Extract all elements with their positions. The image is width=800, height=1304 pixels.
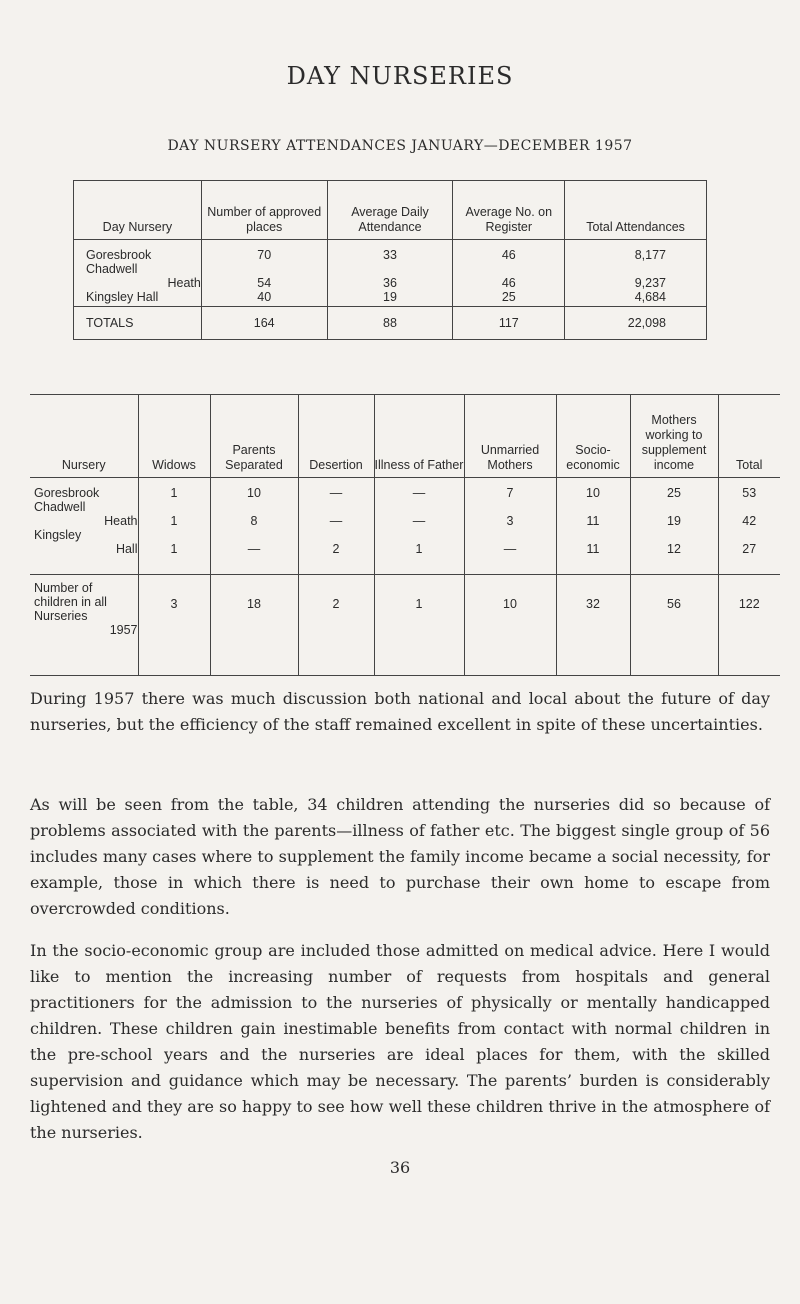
- table-cell: 1: [374, 575, 464, 676]
- desertion-values: [298, 478, 374, 575]
- table-cell: 1: [170, 542, 178, 556]
- widows-values: [138, 478, 210, 575]
- col-nursery: Nursery: [30, 395, 138, 478]
- table-cell: Goresbrook: [34, 486, 100, 500]
- table-cell: —: [329, 514, 343, 528]
- table-cell: Kingsley Hall: [86, 290, 159, 304]
- table-cell: 32: [556, 575, 630, 676]
- table-cell: 2: [298, 575, 374, 676]
- table-cell: children in all: [34, 595, 107, 609]
- col-total: Total: [718, 395, 780, 478]
- table-subtitle: DAY NURSERY ATTENDANCES JANUARY—DECEMBER 1957: [167, 138, 633, 154]
- table-cell: Number of: [34, 581, 93, 595]
- table-body-rows: [30, 478, 780, 575]
- table-cell: —: [247, 542, 261, 556]
- daily-values: [327, 240, 453, 307]
- table-cell: Heath: [167, 276, 201, 290]
- totals-row: [30, 575, 780, 676]
- paragraph-2: As will be seen from the table, 34 children attending the nurseries did so because of problems associated with the parents—illness of father etc. The biggest single group of 56 includes many cases where to supplement the family income became a social necessity, for example, those in which there is need to purchase their own home to escape from overcrowded conditions.: [30, 795, 770, 918]
- table-cell: 117: [453, 307, 565, 340]
- table-cell: —: [503, 542, 517, 556]
- table-cell: 19: [667, 514, 681, 528]
- table-cell: 12: [667, 542, 681, 556]
- table-cell: 36: [383, 276, 397, 290]
- table-cell: 10: [247, 486, 261, 500]
- table-cell: 88: [327, 307, 453, 340]
- table-cell: 1: [170, 486, 178, 500]
- reasons-table: [30, 394, 780, 676]
- col-day-nursery: Day Nursery: [74, 181, 202, 240]
- nursery-names: [74, 240, 202, 307]
- paragraph-3: In the socio-economic group are included those admitted on medical advice. Here I would like to mention the increasing number of requests from hospitals and general practitioners for the admission to the nurseries of physically or mentally handicapped children. These children gain inestimable benefits from contact with normal children in the pre-school years and the nurseries are ideal places for them, with the skilled supervision and guidance which may be necessary. The parents’ burden is considerably lightened and they are so happy to see how well these children thrive in the atmosphere of the nurseries.: [30, 941, 770, 1142]
- table-cell: Chadwell: [86, 262, 138, 276]
- table-cell: 56: [630, 575, 718, 676]
- parents-values: [210, 478, 298, 575]
- register-values: [453, 240, 565, 307]
- col-parents-separated: Parents Separated: [210, 395, 298, 478]
- table-cell: 1957: [109, 623, 138, 637]
- socio-values: [556, 478, 630, 575]
- unmarried-values: [464, 478, 556, 575]
- table-cell: 18: [210, 575, 298, 676]
- table-cell: Heath: [104, 514, 138, 528]
- table-cell: 122: [718, 575, 780, 676]
- table-header-row: [74, 181, 707, 240]
- nursery-names: [30, 478, 138, 575]
- attendance-table: [73, 180, 707, 340]
- table-cell: 4,684: [634, 290, 666, 304]
- table-cell: 70: [257, 248, 272, 262]
- col-approved-places: Number of approved places: [201, 181, 327, 240]
- table-cell: 3: [506, 514, 514, 528]
- table-cell: Chadwell: [34, 500, 86, 514]
- table-cell: 8: [250, 514, 258, 528]
- table-cell: 1: [415, 542, 423, 556]
- table-cell: —: [412, 514, 426, 528]
- table-cell: 8,177: [634, 248, 666, 262]
- table-cell: —: [412, 486, 426, 500]
- col-widows: Widows: [138, 395, 210, 478]
- table-cell: 54: [257, 276, 272, 290]
- col-average-register: Average No. on Register: [453, 181, 565, 240]
- table-cell: Hall: [115, 542, 138, 556]
- table-cell: 10: [586, 486, 600, 500]
- col-socio-economic: Socio-economic: [556, 395, 630, 478]
- table-cell: Goresbrook: [86, 248, 152, 262]
- table-cell: 9,237: [634, 276, 666, 290]
- col-total-attendances: Total Attendances: [565, 181, 707, 240]
- places-values: [201, 240, 327, 307]
- table-cell: Nurseries: [34, 609, 88, 623]
- table-cell: 53: [742, 486, 757, 500]
- table-cell: 42: [742, 514, 757, 528]
- col-desertion: Desertion: [298, 395, 374, 478]
- illness-values: [374, 478, 464, 575]
- totals-row: [74, 307, 707, 340]
- page-number: 36: [389, 1158, 411, 1177]
- table-cell: 25: [667, 486, 681, 500]
- col-illness-father: Illness of Father: [374, 395, 464, 478]
- table-cell: —: [329, 486, 343, 500]
- table-cell: 2: [332, 542, 340, 556]
- table-cell: 7: [506, 486, 514, 500]
- col-unmarried-mothers: Unmarried Mothers: [464, 395, 556, 478]
- totals-label: [30, 575, 138, 676]
- table-body-rows: [74, 240, 707, 307]
- table-cell: Kingsley: [34, 528, 82, 542]
- table-cell: 3: [138, 575, 210, 676]
- table-cell: 164: [201, 307, 327, 340]
- total-values: [718, 478, 780, 575]
- table-cell: 27: [742, 542, 757, 556]
- table-cell: 11: [586, 542, 600, 556]
- table-cell: 46: [501, 276, 516, 290]
- table-cell: 10: [464, 575, 556, 676]
- table-header-row: [30, 395, 780, 478]
- table-cell: 33: [383, 248, 397, 262]
- paragraph-1: During 1957 there was much discussion both national and local about the future of day nurseries, but the efficiency of the staff remained excellent in spite of these uncertainties.: [30, 689, 770, 734]
- table-cell: 25: [501, 290, 516, 304]
- table-cell: 22,098: [565, 307, 707, 340]
- col-average-daily: Average Daily Attendance: [327, 181, 453, 240]
- table-cell: 1: [170, 514, 178, 528]
- totals-label: TOTALS: [74, 307, 202, 340]
- table-cell: 46: [501, 248, 516, 262]
- table-cell: 11: [586, 514, 600, 528]
- table-cell: 40: [257, 290, 272, 304]
- col-mothers-working: Mothers working to supplement income: [630, 395, 718, 478]
- mothers-values: [630, 478, 718, 575]
- table-cell: 19: [383, 290, 397, 304]
- page-title: DAY NURSERIES: [286, 62, 514, 90]
- total-values: [565, 240, 707, 307]
